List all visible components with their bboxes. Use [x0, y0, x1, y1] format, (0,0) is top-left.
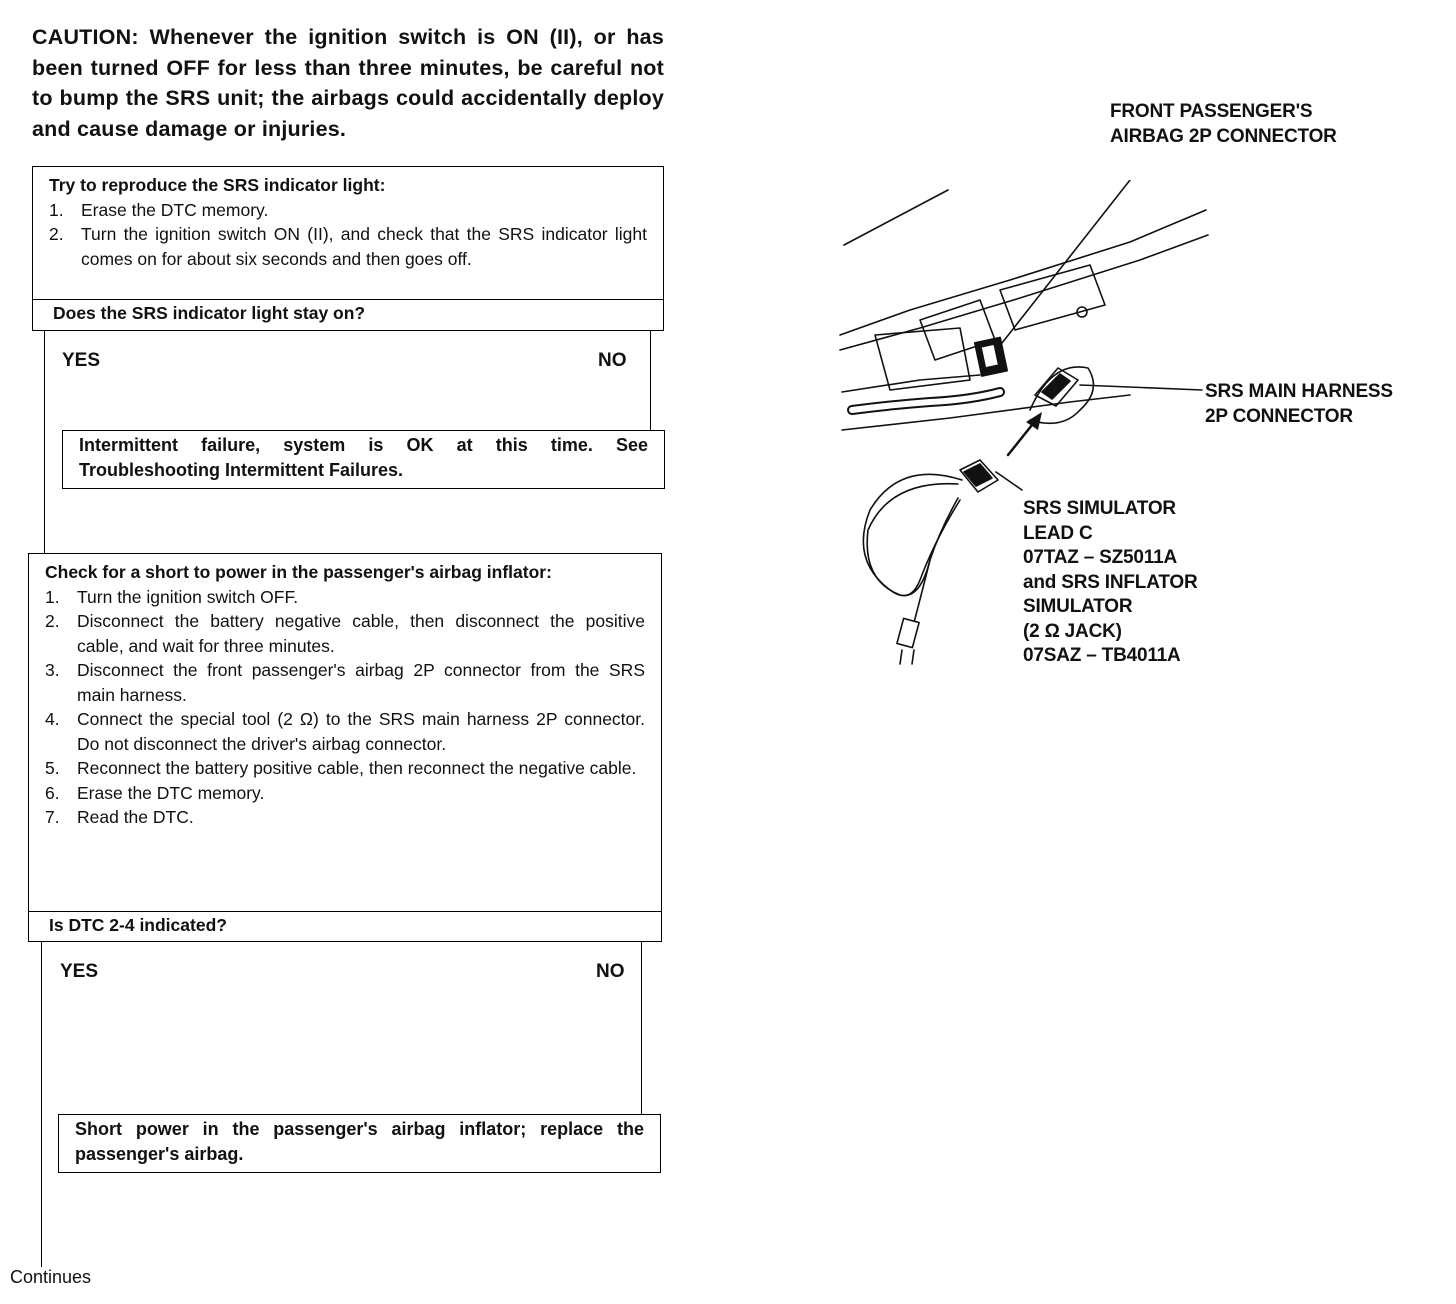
inflator-jack — [897, 618, 919, 647]
label-srs-simulator: SRS SIMULATOR LEAD C 07TAZ – SZ5011A and SRS INFLATOR SIMULATOR (2 Ω JACK) 07SAZ – TB4011A — [1023, 498, 1198, 666]
insert-arrow-head — [1026, 412, 1042, 430]
step1-title: Try to reproduce the SRS indicator light: — [49, 175, 386, 195]
airbag-connector-illustration — [830, 180, 1230, 680]
label-front-passenger-connector: FRONT PASSENGER'S AIRBAG 2P CONNECTOR — [1110, 101, 1337, 147]
list-item: 2. Turn the ignition switch ON (II), and check that the SRS indicator light comes on for about six seconds and then goes off. — [49, 224, 647, 269]
step2-no-line — [641, 942, 642, 1114]
list-item: 5. Reconnect the battery positive cable, then reconnect the negative cable. — [45, 758, 637, 778]
step1-result-box: Intermittent failure, system is OK at this time. See Troubleshooting Intermittent Failures. — [62, 430, 665, 489]
dashboard-edge-line — [844, 190, 948, 245]
list-item: 2. Disconnect the battery negative cable, then disconnect the positive cable, and wait for three minutes. — [45, 611, 645, 656]
step1-box — [32, 166, 664, 300]
step1-question: Does the SRS indicator light stay on? — [32, 299, 664, 331]
leader-line-front — [1002, 180, 1130, 343]
continues-label: Continues — [10, 1267, 92, 1287]
step1-list — [49, 198, 647, 272]
step2-title: Check for a short to power in the passenger's airbag inflator: — [45, 562, 552, 582]
step1-yes-line — [44, 331, 45, 553]
step2-question: Is DTC 2-4 indicated? — [28, 911, 662, 942]
step2-yes-line — [41, 942, 42, 1267]
leader-line-simulator — [996, 472, 1022, 490]
list-item: 4. Connect the special tool (2 Ω) to the SRS main harness 2P connector. Do not disconnect the driver's airbag connector. — [45, 709, 645, 754]
step2-no-label: NO — [596, 961, 625, 982]
label-srs-main-harness-connector: SRS MAIN HARNESS 2P CONNECTOR — [1205, 381, 1393, 427]
step1-yes-label: YES — [62, 350, 101, 371]
list-item: 1. Erase the DTC memory. — [49, 199, 269, 220]
cross-member-line — [842, 375, 980, 392]
caution-text: CAUTION: Whenever the ignition switch is ON (II), or has been turned OFF for less than three minutes, be careful not to bump the SRS unit; the airbags could accidentally deploy and cause damage or injuries. — [32, 25, 664, 141]
step2-yes-label: YES — [60, 961, 99, 982]
simulator-lead-coil — [863, 474, 962, 595]
step2-result-box: Short power in the passenger's airbag inflator; replace the passenger's airbag. — [58, 1114, 661, 1173]
list-item: 1. Turn the ignition switch OFF. — [45, 586, 299, 607]
step1-no-line — [650, 331, 651, 431]
list-item: 7. Read the DTC. — [45, 807, 194, 827]
bracket-housing — [875, 328, 970, 390]
simulator-lead-tail — [912, 560, 930, 630]
list-item: 6. Erase the DTC memory. — [45, 782, 265, 803]
leader-line-main — [1080, 385, 1202, 390]
list-item: 3. Disconnect the front passenger's airbag 2P connector from the SRS main harness. — [45, 660, 645, 705]
mount-plate — [1000, 265, 1105, 330]
step2-list — [45, 585, 645, 830]
step2-box — [28, 553, 662, 912]
step1-no-label: NO — [598, 350, 627, 371]
